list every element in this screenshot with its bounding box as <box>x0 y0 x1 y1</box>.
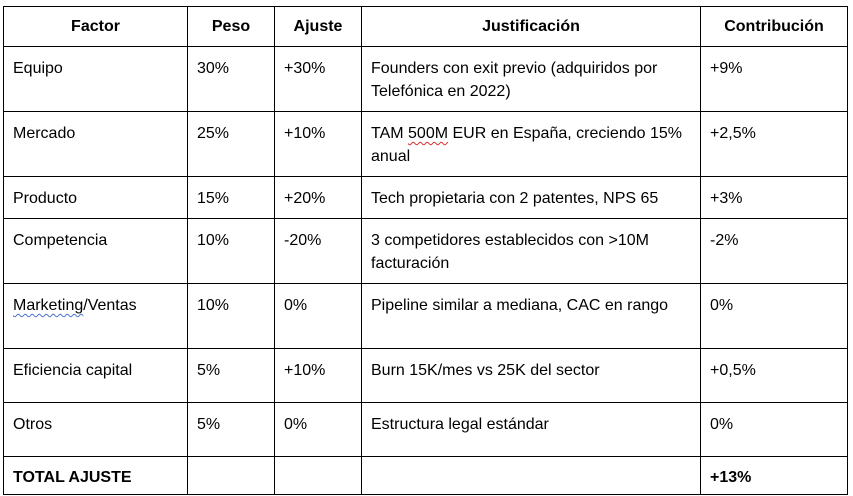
cell-justificacion: Founders con exit previo (adquiridos por Telefónica en 2022) <box>362 47 701 112</box>
cell-factor: Mercado <box>4 112 188 177</box>
justificacion-text: TAM <box>371 125 409 142</box>
cell-justificacion: Tech propietaria con 2 patentes, NPS 65 <box>362 177 701 219</box>
total-empty-cell <box>362 457 701 495</box>
table-header-row <box>4 7 848 47</box>
factor-table <box>3 6 848 495</box>
cell-peso: 25% <box>188 112 275 177</box>
total-contribucion: +13% <box>701 457 848 495</box>
table-row <box>4 47 848 112</box>
cell-justificacion: 3 competidores establecidos con >10M facturación <box>362 219 701 284</box>
table-row <box>4 403 848 457</box>
cell-justificacion <box>362 112 701 177</box>
cell-factor <box>4 284 188 349</box>
cell-factor: Equipo <box>4 47 188 112</box>
total-empty-cell <box>188 457 275 495</box>
cell-peso: 30% <box>188 47 275 112</box>
table-row <box>4 349 848 403</box>
header-ajuste: Ajuste <box>275 7 362 47</box>
cell-ajuste: +20% <box>275 177 362 219</box>
table-row <box>4 284 848 349</box>
cell-ajuste: -20% <box>275 219 362 284</box>
cell-ajuste: +10% <box>275 112 362 177</box>
justificacion-text: EUR en España, creciendo 15% anual <box>371 125 682 165</box>
cell-contribucion: 0% <box>701 284 848 349</box>
header-peso: Peso <box>188 7 275 47</box>
header-justificacion: Justificación <box>362 7 701 47</box>
cell-justificacion: Pipeline similar a mediana, CAC en rango <box>362 284 701 349</box>
spellcheck-flagged-word[interactable]: 500M <box>408 125 449 142</box>
table-row <box>4 219 848 284</box>
cell-factor: Competencia <box>4 219 188 284</box>
cell-justificacion: Burn 15K/mes vs 25K del sector <box>362 349 701 403</box>
cell-factor: Producto <box>4 177 188 219</box>
cell-ajuste: +30% <box>275 47 362 112</box>
table-row <box>4 177 848 219</box>
cell-contribucion: +0,5% <box>701 349 848 403</box>
header-contribucion: Contribución <box>701 7 848 47</box>
factor-text: /Ventas <box>83 297 137 314</box>
cell-contribucion: +9% <box>701 47 848 112</box>
total-row <box>4 457 848 495</box>
cell-justificacion: Estructura legal estándar <box>362 403 701 457</box>
cell-peso: 10% <box>188 284 275 349</box>
cell-ajuste: 0% <box>275 403 362 457</box>
total-empty-cell <box>275 457 362 495</box>
cell-contribucion: +2,5% <box>701 112 848 177</box>
total-label: TOTAL AJUSTE <box>4 457 188 495</box>
cell-contribucion: -2% <box>701 219 848 284</box>
cell-ajuste: 0% <box>275 284 362 349</box>
cell-factor: Otros <box>4 403 188 457</box>
cell-factor: Eficiencia capital <box>4 349 188 403</box>
table-row <box>4 112 848 177</box>
spellcheck-flagged-word[interactable]: Marketing <box>13 297 84 314</box>
cell-peso: 5% <box>188 403 275 457</box>
cell-contribucion: 0% <box>701 403 848 457</box>
cell-peso: 10% <box>188 219 275 284</box>
cell-ajuste: +10% <box>275 349 362 403</box>
cell-peso: 5% <box>188 349 275 403</box>
cell-contribucion: +3% <box>701 177 848 219</box>
header-factor: Factor <box>4 7 188 47</box>
cell-peso: 15% <box>188 177 275 219</box>
